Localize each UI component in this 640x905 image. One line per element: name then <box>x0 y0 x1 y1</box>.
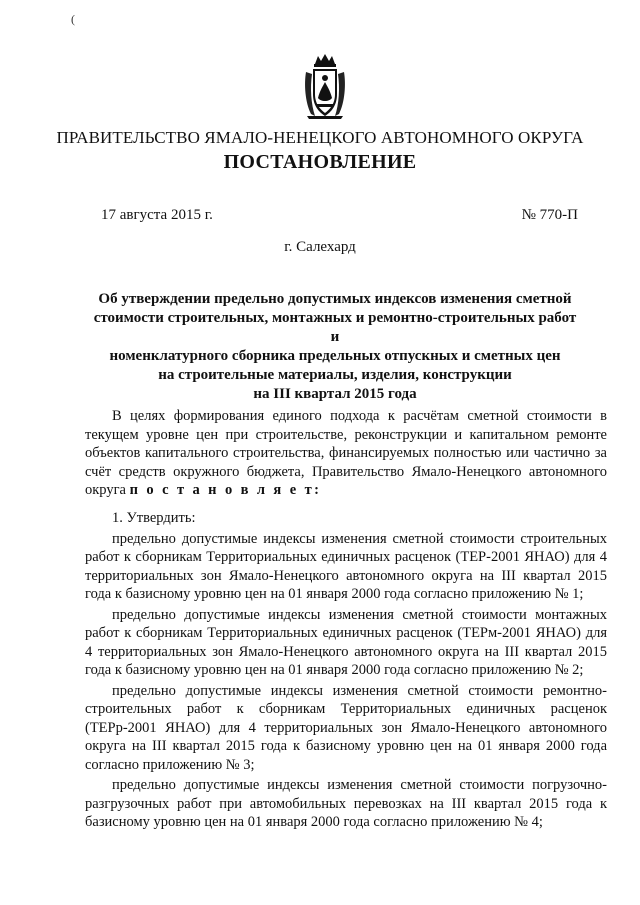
document-subject <box>90 290 580 404</box>
point-heading: 1. Утвердить: <box>112 510 196 526</box>
subject-line: на строительные материалы, изделия, конструкции <box>158 367 512 383</box>
subject-line: номенклатурного сборника предельных отпускных и сметных цен <box>109 348 561 364</box>
margin-mark: ( <box>71 12 75 26</box>
resolves-word: п о с т а н о в л я е т: <box>129 482 322 498</box>
subject-line: стоимости строительных, монтажных и ремонтно-строительных работ и <box>93 310 577 345</box>
document-city: г. Салехард <box>284 239 356 255</box>
list-item: предельно допустимые индексы изменения сметной стоимости ремонтно-строительных работ к сборникам Территориальных единичных расценок (ТЕРр-2001 ЯНАО) для 4 территориальных зон Ямало-Ненецкого автономного округа на III квартал 2015 года к базисному уровню цен на 01 января 2000 года согласно приложению № 3; <box>85 682 607 773</box>
list-item: предельно допустимые индексы изменения сметной стоимости погрузочно-разгрузочных работ при автомобильных перевозках на III квартал 2015 года к базисному уровню цен на 01 января 2000 года согласно приложению № 4; <box>85 777 607 830</box>
coat-of-arms-icon <box>303 54 347 120</box>
resolution-points <box>85 509 607 832</box>
subject-line: на III квартал 2015 года <box>253 386 417 402</box>
intro-paragraph <box>85 407 607 500</box>
document-type-title: ПОСТАНОВЛЕНИЕ <box>223 151 417 173</box>
government-title: ПРАВИТЕЛЬСТВО ЯМАЛО-НЕНЕЦКОГО АВТОНОМНОГО ОКРУГА <box>56 128 584 147</box>
document-number: № 770-П <box>521 207 578 223</box>
list-item: предельно допустимые индексы изменения сметной стоимости строительных работ к сборникам Территориальных единичных расценок (ТЕР-2001 ЯНАО) для 4 территориальных зон Ямало-Ненецкого автономного округа на III квартал 2015 года к базисному уровню цен на 01 января 2000 года согласно приложению № 1; <box>85 530 607 602</box>
intro-text: В целях формирования единого подхода к расчётам сметной стоимости в текущем уровне цен при строительстве, реконструкции и капитальном ремонте объектов капитального строительства, финансируемых полностью или частично за счёт средств окружного бюджета, Правительство Ямало-Ненецкого автономного округа <box>85 408 607 498</box>
document-date: 17 августа 2015 г. <box>101 207 213 223</box>
list-item: предельно допустимые индексы изменения сметной стоимости монтажных работ к сборникам Территориальных единичных расценок (ТЕРм-2001 ЯНАО) для 4 территориальных зон Ямало-Ненецкого автономного округа на III квартал 2015 года к базисному уровню цен на 01 января 2000 года согласно приложению № 2; <box>85 606 607 678</box>
subject-line: Об утверждении предельно допустимых индексов изменения сметной <box>98 291 572 307</box>
